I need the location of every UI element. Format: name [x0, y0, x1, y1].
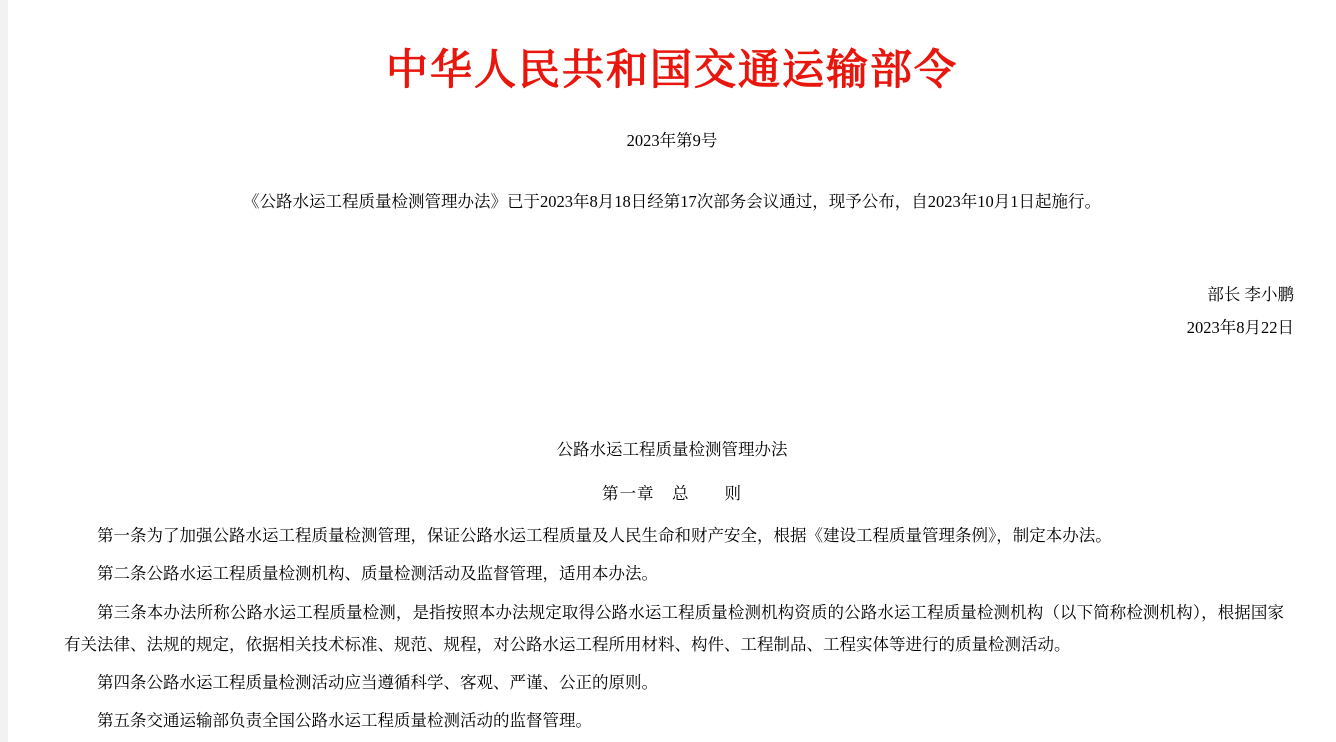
articles-list	[32, 520, 1312, 737]
article-item: 第四条公路水运工程质量检测活动应当遵循科学、客观、严谨、公正的原则。	[97, 672, 658, 692]
decree-announcement-text: 《公路水运工程质量检测管理办法》已于2023年8月18日经第17次部务会议通过，现予公布，自2023年10月1日起施行。	[243, 191, 1101, 211]
signature-block	[32, 278, 1312, 344]
page-left-margin-strip	[0, 0, 8, 742]
regulation-title: 公路水运工程质量检测管理办法	[556, 440, 788, 460]
chapter-title: 第一章 总 则	[602, 484, 742, 504]
decree-title: 中华人民共和国交通运输部令	[385, 48, 958, 94]
article-item: 第五条交通运输部负责全国公路水运工程质量检测活动的监督管理。	[97, 711, 592, 731]
document-content	[8, 0, 1336, 742]
article-item: 第一条为了加强公路水运工程质量检测管理，保证公路水运工程质量及人民生命和财产安全，根据《建设工程质量管理条例》，制定本办法。	[97, 526, 1112, 546]
article-item: 第二条公路水运工程质量检测机构、质量检测活动及监督管理，适用本办法。	[97, 564, 658, 584]
signature-minister: 部长 李小鹏	[1207, 285, 1294, 305]
decree-number: 2023年第9号	[626, 130, 718, 150]
article-item: 第三条本办法所称公路水运工程质量检测，是指按照本办法规定取得公路水运工程质量检测机构资质的公路水运工程质量检测机构（以下简称检测机构），根据国家有关法律、法规的规定，依据相关技术标准、规范、规程，对公路水运工程所用材料、构件、工程制品、工程实体等进行的质量检测活动。	[64, 602, 1284, 654]
signature-date: 2023年8月22日	[1186, 318, 1294, 338]
